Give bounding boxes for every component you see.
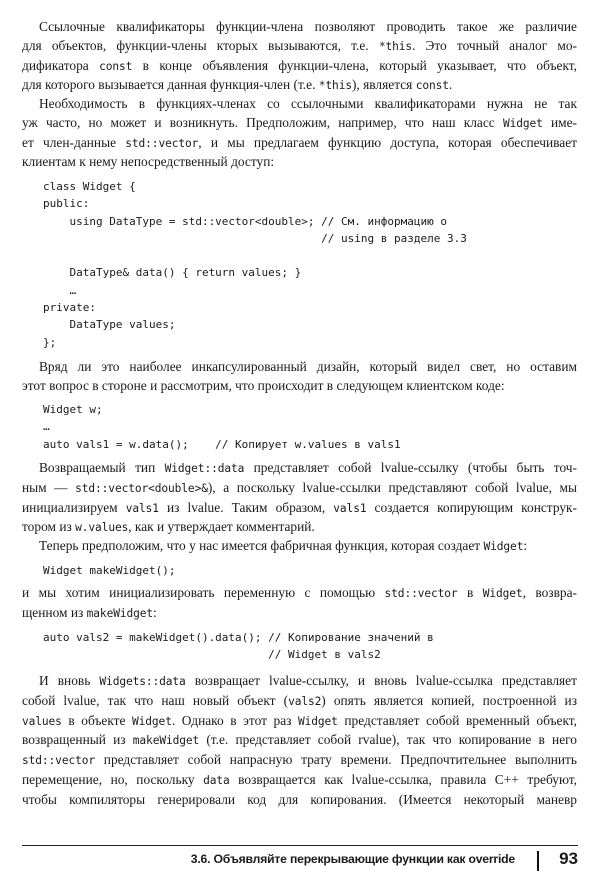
code-line: private: bbox=[43, 301, 96, 315]
text-line: инициализируем vals1 из lvalue. Таким образом, vals1 создается копирующим конструк- bbox=[22, 499, 577, 515]
code-block-client-code bbox=[43, 401, 401, 453]
page-number: 93 bbox=[559, 849, 578, 868]
text-line: Возвращаемый тип Widget::data представляет собой lvalue-ссылку (чтобы быть точ- bbox=[39, 460, 577, 475]
code-line: // Widget в vals2 bbox=[43, 648, 381, 662]
code-line: Widget w; bbox=[43, 403, 103, 416]
footer-rule bbox=[22, 845, 578, 846]
paragraph-initialize-variable bbox=[22, 584, 577, 624]
paragraph-need-for-ref-qualifiers bbox=[22, 95, 577, 172]
text-line: values в объекте Widget. Однако в этот раз Widget представляет собой временный объект, bbox=[22, 712, 577, 728]
code-line: … bbox=[43, 420, 50, 434]
text-line: std::vector представляет собой напрасную трату времени. Предпочтительнее выполнить bbox=[22, 752, 577, 768]
text-line: ет член-данные std::vector, и мы предлагаем функцию доступа, которая обеспечивает bbox=[22, 134, 578, 150]
text-line: И вновь Widgets::data возвращает lvalue-ссылку, и вновь lvalue-ссылка представляет bbox=[39, 673, 577, 688]
footer-separator bbox=[537, 851, 539, 871]
paragraph-factory-function bbox=[22, 537, 577, 557]
code-line: class Widget { bbox=[43, 180, 136, 193]
text-line: щенном из makeWidget: bbox=[22, 604, 157, 620]
code-line: auto vals2 = makeWidget().data(); // Копирование значений в bbox=[43, 631, 434, 644]
text-line: уж часто, но может и возникнуть. Предположим, например, что наш класс Widget име- bbox=[22, 114, 577, 130]
code-block-vals2 bbox=[43, 629, 434, 664]
code-line: // using в разделе 3.3 bbox=[43, 231, 467, 245]
text-line: Вряд ли это наиболее инкапсулированный дизайн, который видел свет, но оставим bbox=[39, 359, 577, 374]
text-line: Ссылочные квалификаторы функции-члена позволяют проводить такое же различие bbox=[39, 19, 577, 34]
paragraph-again-lvalue bbox=[22, 672, 577, 810]
running-footer-section-title: 3.6. Объявляйте перекрывающие функции как override bbox=[190, 852, 515, 866]
code-line: DataType values; bbox=[43, 318, 176, 332]
code-line: auto vals1 = w.data(); // Копирует w.values в vals1 bbox=[43, 437, 401, 451]
text-line: чтобы компиляторы генерировали код для копирования. (Имеется некоторый маневр bbox=[22, 791, 577, 807]
text-line: собой lvalue, так что наш новый объект (vals2) опять является копией, построенной из bbox=[22, 692, 577, 708]
text-line: Необходимость в функциях-членах со ссылочными квалификаторами нужна не так bbox=[39, 96, 577, 111]
text-line: ным — std::vector<double>&), а поскольку lvalue-ссылки представляют собой lvalue, мы bbox=[22, 479, 577, 495]
text-line: клиентам к нему непосредственный доступ: bbox=[22, 154, 275, 170]
text-line: дификатора const в конце объявления функции-члена, который указывает, что объект, bbox=[22, 57, 577, 73]
code-line: Widget makeWidget(); bbox=[43, 564, 176, 577]
text-line: для объектов, функции-члены кторых вызываются, т.е. *this. Это точный аналог мо- bbox=[22, 37, 577, 53]
text-line: Теперь предположим, что у нас имеется фабричная функция, которая создает Widget: bbox=[39, 538, 528, 553]
code-line: }; bbox=[43, 335, 57, 349]
paragraph-return-type bbox=[22, 459, 577, 538]
paragraph-encapsulation bbox=[22, 358, 577, 396]
code-line: public: bbox=[43, 197, 90, 211]
text-line: перемещение, но, поскольку data возвращается как lvalue-ссылка, правила С++ требуют, bbox=[22, 771, 578, 787]
text-line: тором из w.values, как и утверждает комментарий. bbox=[22, 519, 315, 535]
paragraph-ref-qualifiers-intro bbox=[22, 18, 577, 96]
code-line: … bbox=[43, 283, 77, 297]
code-block-widget-class bbox=[43, 178, 467, 351]
text-line: возвращенный из makeWidget (т.е. представляет собой rvalue), так что копирование в него bbox=[22, 732, 577, 748]
code-line: DataType& data() { return values; } bbox=[43, 266, 302, 280]
code-block-make-widget bbox=[43, 562, 175, 579]
code-line: using DataType = std::vector<double>; // См. информацию о bbox=[43, 214, 447, 228]
text-line: этот вопрос в стороне и рассмотрим, что происходит в следующем клиентском коде: bbox=[22, 377, 505, 393]
text-line: для которого вызывается данная функция-член (т.е. *this), является const. bbox=[22, 77, 453, 93]
text-line: и мы хотим инициализировать переменную с помощью std::vector в Widget, возвра- bbox=[22, 585, 577, 600]
